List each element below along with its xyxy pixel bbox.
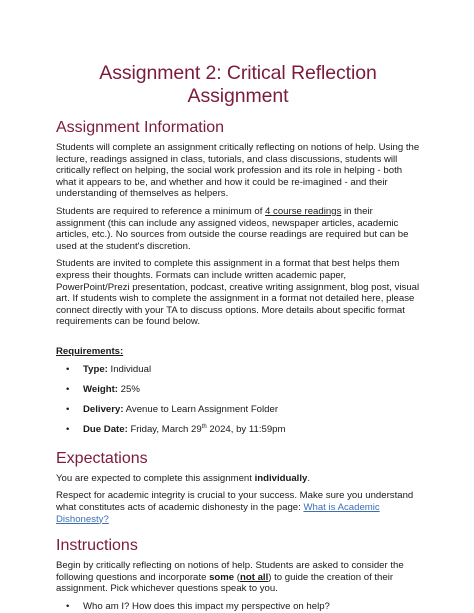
instructions-section	[56, 537, 420, 612]
course-readings-requirement: 4 course readings	[265, 205, 342, 217]
requirement-weight	[66, 384, 420, 396]
page-title: Assignment 2: Critical Reflection Assignment	[99, 62, 377, 107]
requirement-value: Avenue to Learn Assignment Folder	[123, 404, 279, 416]
section-heading-assignment-information: Assignment Information	[56, 119, 225, 136]
academic-dishonesty-link[interactable]: What is Academic Dishonesty?	[56, 501, 380, 525]
info-paragraph-1: Students will complete an assignment critically reflecting on notions of help. Using the lecture, readings assigned in class, tutorials, and class discussions, students will critically reflect on helping, the social work profession and its role in helping - both what it appears to be, and whether and how it could be re-imagined - and their understanding of themselves as helpers.	[56, 142, 420, 200]
bullet-icon: •	[66, 600, 70, 612]
requirement-value-after: 2024, by 11:59pm	[206, 424, 286, 436]
instructions-p1-paren: (	[234, 571, 241, 583]
requirement-value: Friday, March 29	[127, 424, 202, 436]
instructions-p1-text: Begin by critically reflecting on notions of help. Students are asked to consider the following questions and incorporate	[56, 560, 404, 583]
requirement-label: Type:	[83, 363, 108, 375]
info-paragraph-2	[56, 206, 420, 252]
info-p2-text-after: in their assignment (this can include any assigned videos, newspaper articles, academic articles, etc.). No sources from outside the course readings are required but can be used at the student's discretion.	[56, 205, 409, 252]
instructions-p1-end: ) to guide the creation of their assignment. Pick whichever questions speak to you.	[56, 571, 394, 595]
requirement-label: Due Date:	[83, 424, 128, 436]
question-text: Who am I? How does this impact my perspective on help?	[83, 600, 330, 612]
expectations-section	[56, 450, 420, 525]
requirement-delivery	[66, 404, 420, 416]
expectations-p2-text: Respect for academic integrity is crucial to your success. Make sure you understand what constitutes acts of academic dishonesty in the page:	[56, 490, 414, 513]
info-p2-text: Students are required to reference a minimum of	[56, 205, 266, 217]
requirements-list	[56, 364, 420, 436]
assignment-information-section	[56, 119, 420, 328]
bullet-icon: •	[66, 363, 70, 375]
list-item	[66, 601, 420, 613]
info-paragraph-3: Students are invited to complete this assignment in a format that best helps them express their thoughts. Formats can include written academic paper, PowerPoint/Prezi presentation, podcast, creative writing assignment, blog post, visual art. If students wish to complete the assignment in a format not detailed here, please connect directly with your TA to discuss options. More details about specific format requirements can be found below.	[56, 258, 420, 328]
expectations-paragraph-1	[56, 473, 420, 485]
requirement-type	[66, 364, 420, 376]
bullet-icon: •	[66, 424, 70, 436]
requirement-label: Delivery:	[83, 404, 124, 416]
requirements-heading: Requirements:	[56, 345, 124, 357]
section-heading-expectations: Expectations	[56, 449, 148, 467]
requirements-section	[56, 346, 420, 436]
not-all-emphasis: not all	[240, 571, 269, 583]
requirement-label: Weight:	[83, 384, 118, 395]
instructions-paragraph-1	[56, 560, 420, 595]
requirement-value: 25%	[118, 384, 140, 395]
expectations-paragraph-2	[56, 490, 420, 525]
reflection-questions-list	[56, 601, 420, 613]
section-heading-instructions: Instructions	[56, 537, 138, 555]
requirement-due-date	[66, 424, 420, 436]
some-emphasis: some	[209, 571, 235, 583]
date-ordinal-suffix: th	[201, 424, 207, 430]
expectations-p1-text: You are expected to complete this assignment	[56, 472, 255, 484]
expectations-p1-end: .	[307, 472, 311, 484]
bullet-icon: •	[66, 404, 70, 416]
bullet-icon: •	[66, 384, 70, 395]
requirement-value: Individual	[107, 363, 152, 375]
individually-emphasis: individually	[254, 472, 308, 484]
